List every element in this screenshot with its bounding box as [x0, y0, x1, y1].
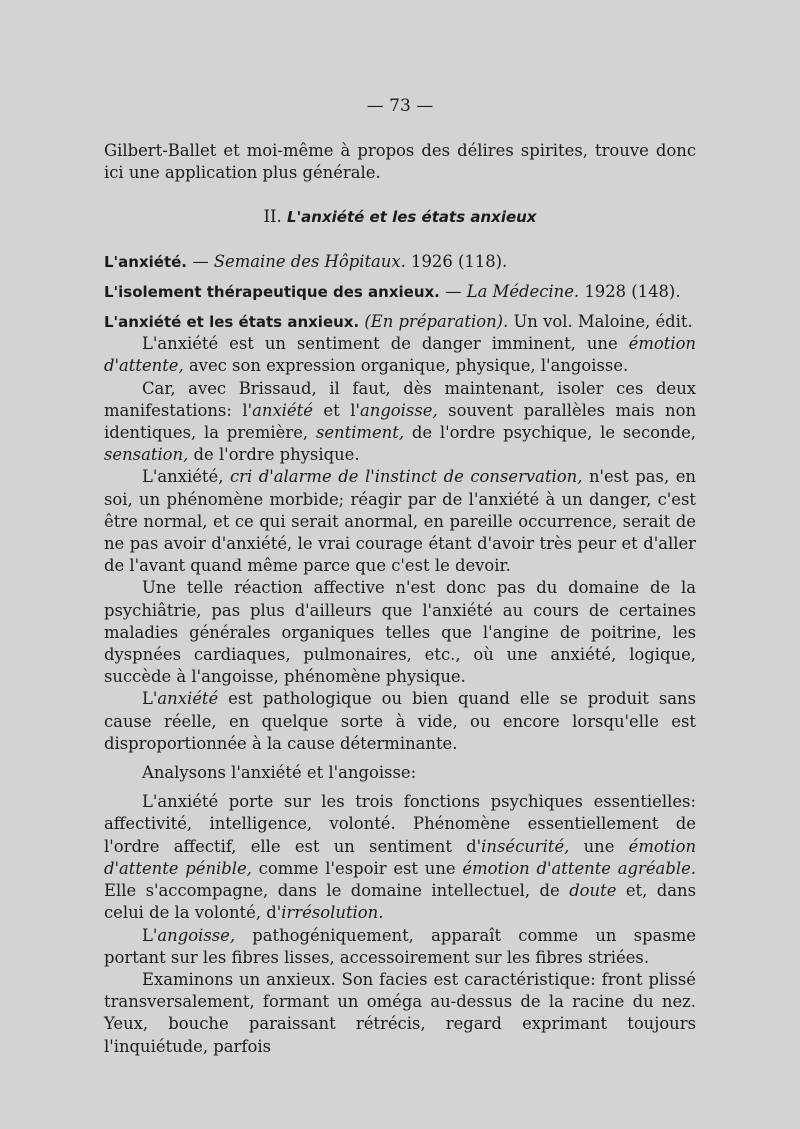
paragraph-8: L'angoisse, pathogéniquement, apparaît comme un spasme portant sur les fibres lisses, accessoirement sur les fibres striées.	[104, 925, 696, 967]
paragraph-3: L'anxiété, cri d'alarme de l'instinct de conservation, n'est pas, en soi, un phénomène morbide; réagir par de l'anxiété à un danger, c'est être normal, et ce qui serait anormal, en pareille occurrence, serait de ne pas avoir d'anxiété, le vrai courage étant d'avoir très peur et d'aller de l'avant quand même parce que c'est le devoir.	[104, 467, 696, 576]
bibliography-ref: 1926 (118).	[405, 251, 508, 271]
section-heading	[104, 206, 696, 228]
bibliography-title: L'isolement thérapeutique des anxieux.	[104, 282, 440, 301]
bibliography-source: (En préparation).	[364, 312, 509, 332]
paragraph-5: L'anxiété est pathologique ou bien quand elle se produit sans cause réelle, en quelque sorte à vide, ou encore lorsqu'elle est disproportionnée à la cause déterminante.	[104, 689, 696, 753]
bibliography-entry	[104, 251, 696, 273]
paragraph-4: Une telle réaction affective n'est donc pas du domaine de la psychiâtrie, pas plus d'ailleurs que l'anxiété au cours de certaines maladies générales organiques telles que l'angine de poitrine, les dyspnées cardiaques, pulmonaires, etc., où une anxiété, logique, succède à l'angoisse, phénomène physique.	[104, 578, 696, 687]
bibliography-source: Semaine des Hôpitaux.	[213, 251, 406, 271]
paragraph-1: L'anxiété est un sentiment de danger imminent, une émotion d'attente, avec son expression organique, physique, l'angoisse.	[104, 334, 696, 376]
bibliography-entry	[104, 311, 696, 333]
bibliography-title: L'anxiété et les états anxieux.	[104, 313, 360, 332]
paragraph-9: Examinons un anxieux. Son facies est caractéristique: front plissé transversalement, formant un oméga au-dessus de la racine du nez. Yeux, bouche paraissant rétrécis, regard exprimant toujours l'inquiétude, parfois	[104, 969, 696, 1056]
bibliography-title: L'anxiété.	[104, 252, 187, 271]
page-number: — 73 —	[366, 96, 434, 116]
bibliography-ref: 1928 (148).	[579, 281, 681, 301]
bibliography-dash: —	[186, 251, 214, 271]
page-body	[104, 140, 696, 1058]
paragraph-2: Car, avec Brissaud, il faut, dès maintenant, isoler ces deux manifestations: l'anxiété et l'angoisse, souvent parallèles mais non identiques, la première, sentiment, de l'ordre psychique, le seconde, sensation, de l'ordre physique.	[104, 378, 696, 465]
bibliography-source: La Médecine.	[466, 281, 580, 301]
paragraph-6: Analysons l'anxiété et l'angoisse:	[142, 763, 417, 783]
intro-paragraph: Gilbert-Ballet et moi-même à propos des délires spirites, trouve donc ici une application plus générale.	[104, 141, 696, 183]
bibliography-ref: Un vol. Maloine, édit.	[508, 312, 693, 332]
section-title: L'anxiété et les états anxieux	[287, 208, 537, 227]
paragraph-7: L'anxiété porte sur les trois fonctions psychiques essentielles: affectivité, intelligence, volonté. Phénomène essentiellement de l'ordre affectif, elle est un sentiment d'insécurité, une émotion d'attente pénible, comme l'espoir est une émotion d'attente agréable. Elle s'accompagne, dans le domaine intellectuel, de doute et, dans celui de la volonté, d'irrésolution.	[104, 792, 697, 923]
section-number: II.	[263, 207, 282, 227]
bibliography-entry	[104, 281, 696, 303]
bibliography-dash: —	[439, 281, 467, 301]
